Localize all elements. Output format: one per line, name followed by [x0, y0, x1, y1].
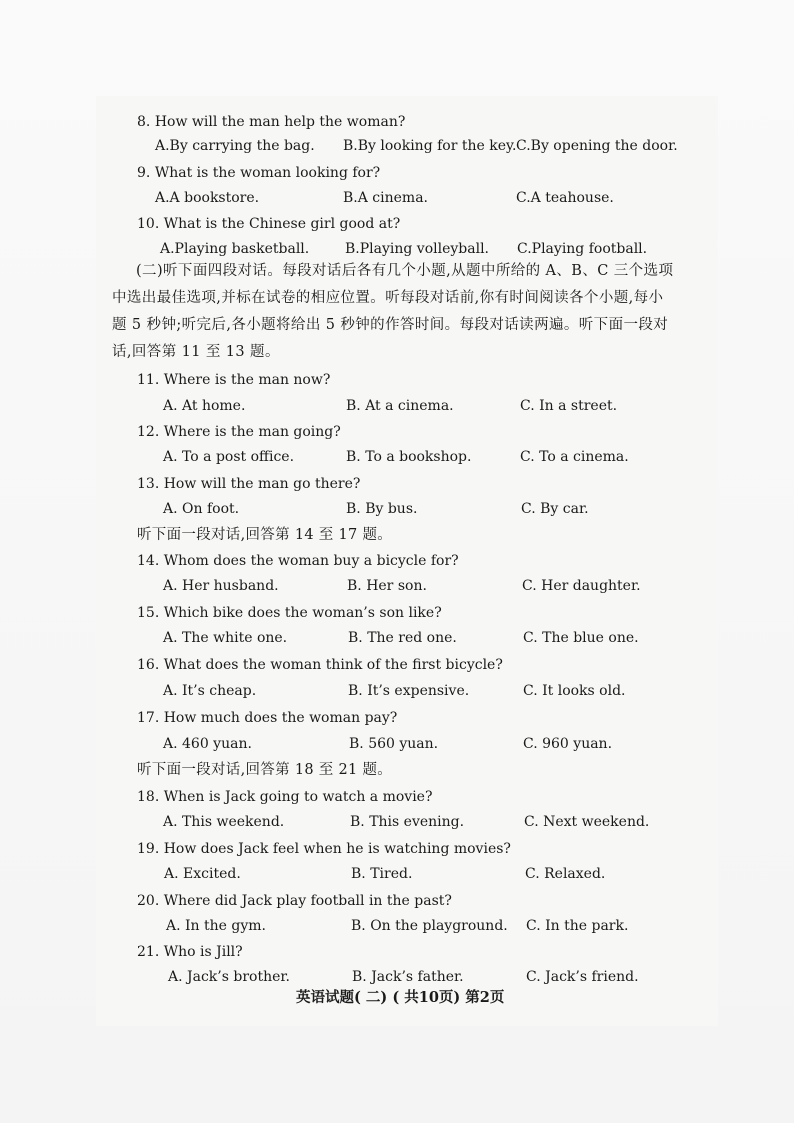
question-text: How will the man go there?	[163, 476, 361, 492]
question-number: 19.	[137, 841, 160, 857]
question-text: Whom does the woman buy a bicycle for?	[163, 553, 459, 569]
question-text: When is Jack going to watch a movie?	[163, 789, 433, 805]
option-a: A. To a post office.	[163, 449, 295, 465]
question-number: 11.	[137, 372, 160, 388]
option-a: A. Her husband.	[163, 578, 279, 594]
question-number: 15.	[137, 605, 160, 621]
question-number: 18.	[137, 789, 160, 805]
instruction-line: 中选出最佳选项,并标在试卷的相应位置。听每段对话前,你有时间阅读各个小题,每小	[112, 290, 664, 306]
question-number: 10.	[137, 216, 160, 232]
question-number: 8.	[137, 114, 151, 130]
question-21	[137, 943, 243, 961]
option-a: A.A bookstore.	[155, 190, 260, 206]
option-b: B. At a cinema.	[346, 398, 454, 414]
option-c: C. Jack’s friend.	[526, 969, 639, 985]
option-c: C.By opening the door.	[516, 138, 678, 154]
question-text: What is the Chinese girl good at?	[163, 216, 401, 232]
question-text: Where is the man now?	[163, 372, 331, 388]
question-text: Which bike does the woman’s son like?	[163, 605, 442, 621]
question-9	[137, 164, 380, 182]
page-footer: 英语试题( 二) ( 共10页) 第2页	[296, 989, 505, 1006]
question-17	[137, 709, 397, 727]
question-19	[137, 840, 511, 858]
option-a: A. The white one.	[163, 630, 288, 646]
question-text: What is the woman looking for?	[154, 165, 381, 181]
option-b: B. Her son.	[347, 578, 427, 594]
question-8	[137, 113, 405, 131]
option-a: A. At home.	[163, 398, 246, 414]
option-b: B. 560 yuan.	[349, 736, 439, 752]
option-c: C. 960 yuan.	[523, 736, 613, 752]
option-a: A. Excited.	[164, 866, 241, 882]
option-c: C. By car.	[521, 501, 589, 517]
option-b: B. Jack’s father.	[352, 969, 464, 985]
option-c: C. To a cinema.	[520, 449, 629, 465]
instruction-line: (二)听下面四段对话。每段对话后各有几个小题,从题中所给的 A、B、C 三个选项	[136, 263, 674, 279]
option-a: A.By carrying the bag.	[155, 138, 315, 154]
option-b: B.Playing volleyball.	[345, 241, 489, 257]
option-c: C. In the park.	[526, 918, 629, 934]
option-b: B. On the playground.	[351, 918, 508, 934]
option-c: C. Relaxed.	[525, 866, 606, 882]
option-a: A. This weekend.	[163, 814, 285, 830]
section-2-instructions	[112, 258, 702, 366]
question-number: 17.	[137, 710, 160, 726]
question-number: 13.	[137, 476, 160, 492]
question-14	[137, 552, 459, 570]
question-text: How much does the woman pay?	[163, 710, 398, 726]
option-c: C. It looks old.	[523, 683, 626, 699]
question-number: 14.	[137, 553, 160, 569]
question-13	[137, 475, 360, 493]
option-b: B.A cinema.	[343, 190, 428, 206]
question-text: Who is Jill?	[163, 944, 243, 960]
option-a: A. It’s cheap.	[163, 683, 257, 699]
option-b: B. It’s expensive.	[348, 683, 470, 699]
question-number: 9.	[137, 165, 151, 181]
question-20	[137, 892, 452, 910]
option-c: C.A teahouse.	[516, 190, 614, 206]
question-text: How will the man help the woman?	[154, 114, 406, 130]
option-b: B. Tired.	[351, 866, 413, 882]
question-16	[137, 656, 503, 674]
question-11	[137, 371, 330, 389]
option-a: A. Jack’s brother.	[168, 969, 290, 985]
question-text: How does Jack feel when he is watching movies?	[163, 841, 511, 857]
option-c: C. In a street.	[520, 398, 618, 414]
question-15	[137, 604, 442, 622]
option-b: B. By bus.	[346, 501, 418, 517]
option-c: C. The blue one.	[523, 630, 639, 646]
question-10	[137, 215, 400, 233]
question-text: Where is the man going?	[163, 424, 341, 440]
question-number: 21.	[137, 944, 160, 960]
option-b: B.By looking for the key.	[343, 138, 517, 154]
question-number: 20.	[137, 893, 160, 909]
question-18	[137, 788, 432, 806]
option-a: A. In the gym.	[166, 918, 266, 934]
option-a: A. On foot.	[163, 501, 240, 517]
sub-instruction: 听下面一段对话,回答第 18 至 21 题。	[137, 762, 393, 778]
question-number: 12.	[137, 424, 160, 440]
question-12	[137, 423, 341, 441]
option-c: C. Her daughter.	[522, 578, 641, 594]
sub-instruction: 听下面一段对话,回答第 14 至 17 题。	[137, 527, 393, 543]
option-b: B. To a bookshop.	[346, 449, 472, 465]
question-text: Where did Jack play football in the past?	[163, 893, 452, 909]
instruction-line: 题 5 秒钟;听完后,各小题将给出 5 秒钟的作答时间。每段对话读两遍。听下面一段对	[112, 317, 669, 333]
question-number: 16.	[137, 657, 160, 673]
option-b: B. This evening.	[350, 814, 465, 830]
option-c: C.Playing football.	[517, 241, 648, 257]
option-b: B. The red one.	[348, 630, 457, 646]
option-a: A. 460 yuan.	[163, 736, 252, 752]
option-a: A.Playing basketball.	[160, 241, 310, 257]
question-text: What does the woman think of the first bicycle?	[163, 657, 503, 673]
option-c: C. Next weekend.	[524, 814, 650, 830]
instruction-line: 话,回答第 11 至 13 题。	[112, 344, 280, 360]
